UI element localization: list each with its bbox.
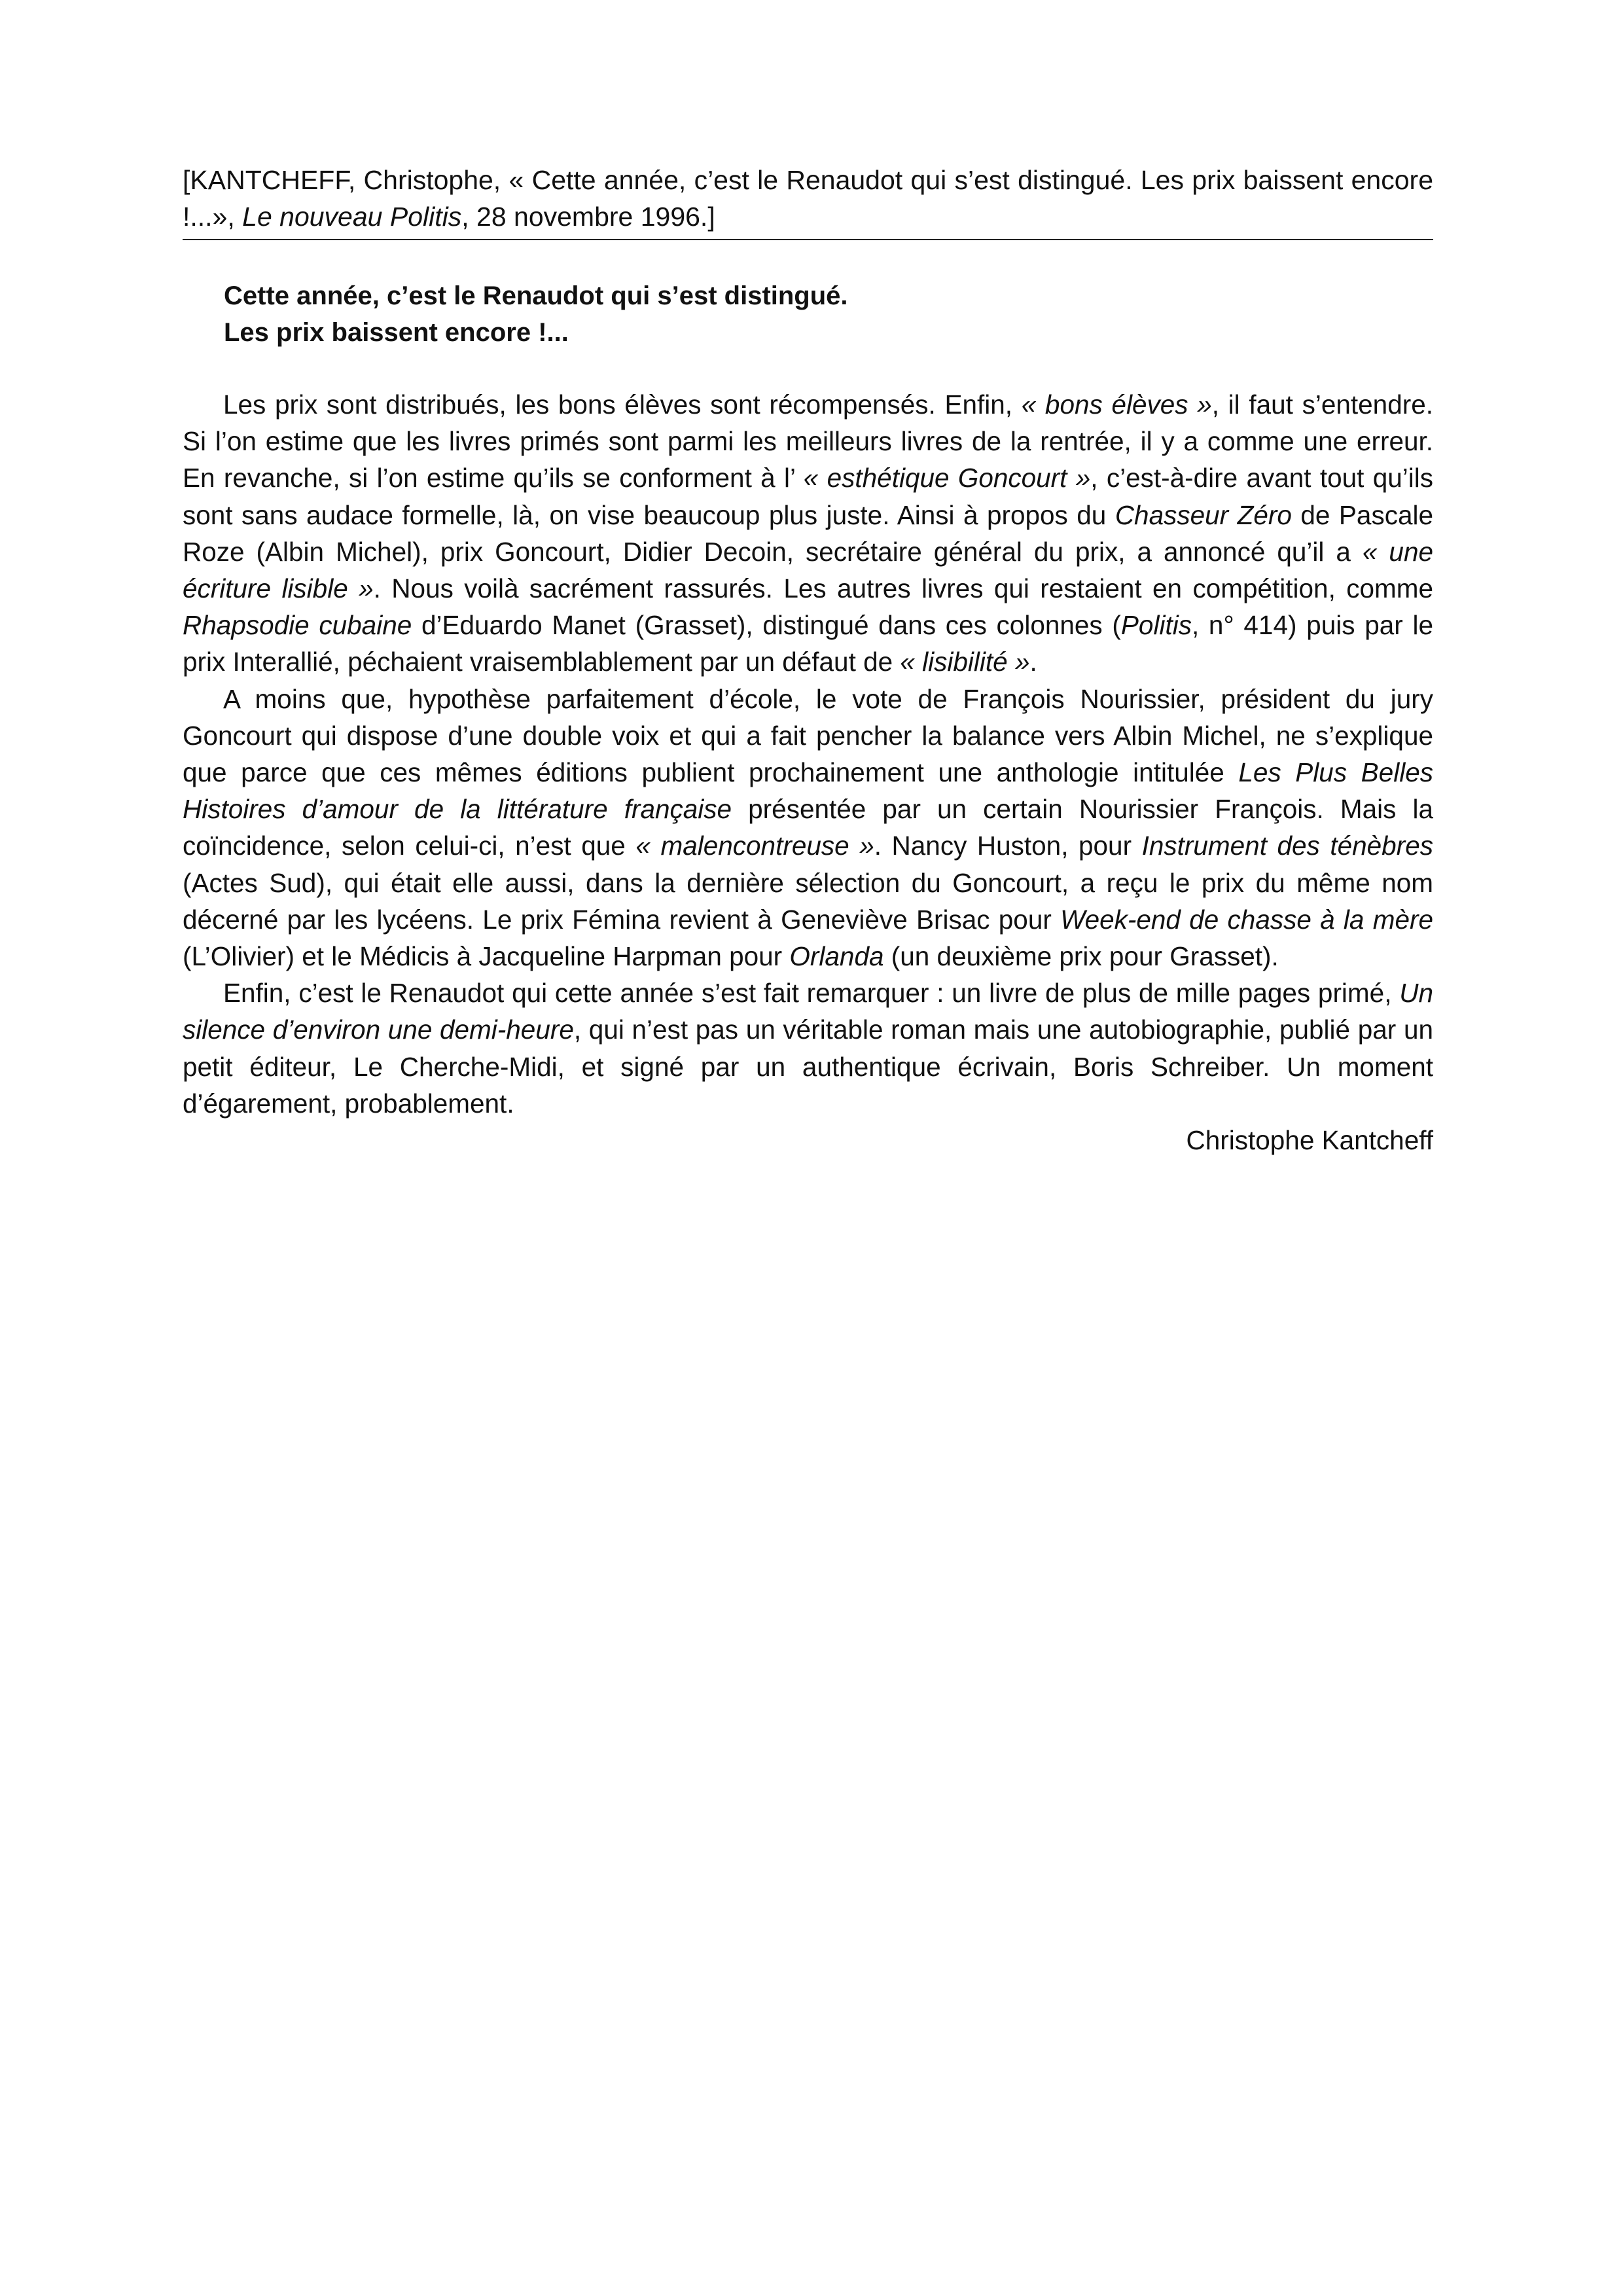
- paragraph-1: [183, 386, 1433, 681]
- paragraph-2: [183, 681, 1433, 975]
- italic-quote: « malencontreuse »: [635, 831, 874, 861]
- article-body: [183, 386, 1433, 1158]
- text-run: . Nancy Huston, pour: [874, 831, 1142, 861]
- book-title: Instrument des ténèbres: [1141, 831, 1433, 861]
- citation-text: [KANTCHEFF, Christophe, « Cette année, c’est le Renaudot qui s’est distingué. Les prix baissent encore !...»,: [183, 165, 1433, 232]
- italic-quote: « bons élèves »: [1021, 389, 1212, 420]
- text-run: (un deuxième prix pour Grasset).: [883, 941, 1279, 972]
- italic-quote: « lisibilité »: [900, 647, 1030, 677]
- journal-title: Politis: [1120, 610, 1192, 641]
- bibliographic-citation: [183, 162, 1433, 240]
- paragraph-3: [183, 975, 1433, 1122]
- citation-journal: Le nouveau Politis: [242, 202, 462, 232]
- text-run: (Actes Sud), qui était elle aussi, dans la dernière sélection du Goncourt, a reçu le prix du même nom décerné par les lycéens. Le prix Fémina revient à Geneviève Brisac pour: [183, 867, 1433, 935]
- book-title: Chasseur Zéro: [1115, 499, 1292, 530]
- book-title: Les Plus Belles Histoires d’amour de la littérature française: [183, 757, 1433, 825]
- text-run: . Nous voilà sacrément rassurés. Les autres livres qui restaient en compétition, comme: [373, 573, 1433, 604]
- citation-date: , 28 novembre 1996.]: [461, 202, 715, 232]
- text-run: (L’Olivier) et le Médicis à Jacqueline Harpman pour: [183, 941, 790, 972]
- italic-quote: « une écriture lisible »: [183, 536, 1433, 604]
- text-run: , c’est-à-dire avant tout qu’ils sont sans audace formelle, là, on vise beaucoup plus juste. Ainsi à propos du: [183, 463, 1433, 530]
- book-title: Orlanda: [789, 941, 884, 972]
- book-title: Rhapsodie cubaine: [183, 610, 412, 641]
- text-run: Les prix sont distribués, les bons élèves sont récompensés. Enfin,: [223, 389, 1022, 420]
- article-title: [224, 278, 1402, 351]
- text-run: .: [1029, 647, 1037, 677]
- book-title: Week-end de chasse à la mère: [1060, 904, 1433, 935]
- book-title: Un silence d’environ une demi-heure: [183, 978, 1433, 1045]
- text-run: d’Eduardo Manet (Grasset), distingué dans ces colonnes (: [412, 610, 1121, 641]
- text-run: présentée par un certain Nourissier François. Mais la coïncidence, selon celui-ci, n’est que: [183, 794, 1433, 861]
- text-run: Enfin, c’est le Renaudot qui cette année s’est fait remarquer : un livre de plus de mille pages primé,: [223, 978, 1400, 1009]
- text-run: de Pascale Roze (Albin Michel), prix Goncourt, Didier Decoin, secrétaire général du prix, a annoncé qu’il a: [183, 499, 1433, 567]
- text-run: , il faut s’entendre. Si l’on estime que les livres primés sont parmi les meilleurs livres de la rentrée, il y a comme une erreur. En revanche, si l’on estime qu’ils se conforment à l’: [183, 389, 1433, 493]
- author-signature: Christophe Kantcheff: [1186, 1125, 1433, 1156]
- article-title-line-1: Cette année, c’est le Renaudot qui s’est distingué.: [224, 281, 848, 310]
- italic-quote: « esthétique Goncourt »: [803, 463, 1091, 493]
- article-title-line-2: Les prix baissent encore !...: [224, 318, 569, 347]
- text-run: A moins que, hypothèse parfaitement d’école, le vote de François Nourissier, président du jury Goncourt qui dispose d’une double voix et qui a fait pencher la balance vers Albin Michel, ne s’explique que parce que ces mêmes éditions publient prochainement une anthologie intitulée: [183, 683, 1433, 788]
- text-run: , qui n’est pas un véritable roman mais une autobiographie, publié par un petit éditeur, Le Cherche-Midi, et signé par un authentique écrivain, Boris Schreiber. Un moment d’égarement, probablement.: [183, 1014, 1433, 1119]
- text-run: , n° 414) puis par le prix Interallié, péchaient vraisemblablement par un défaut de: [183, 610, 1433, 677]
